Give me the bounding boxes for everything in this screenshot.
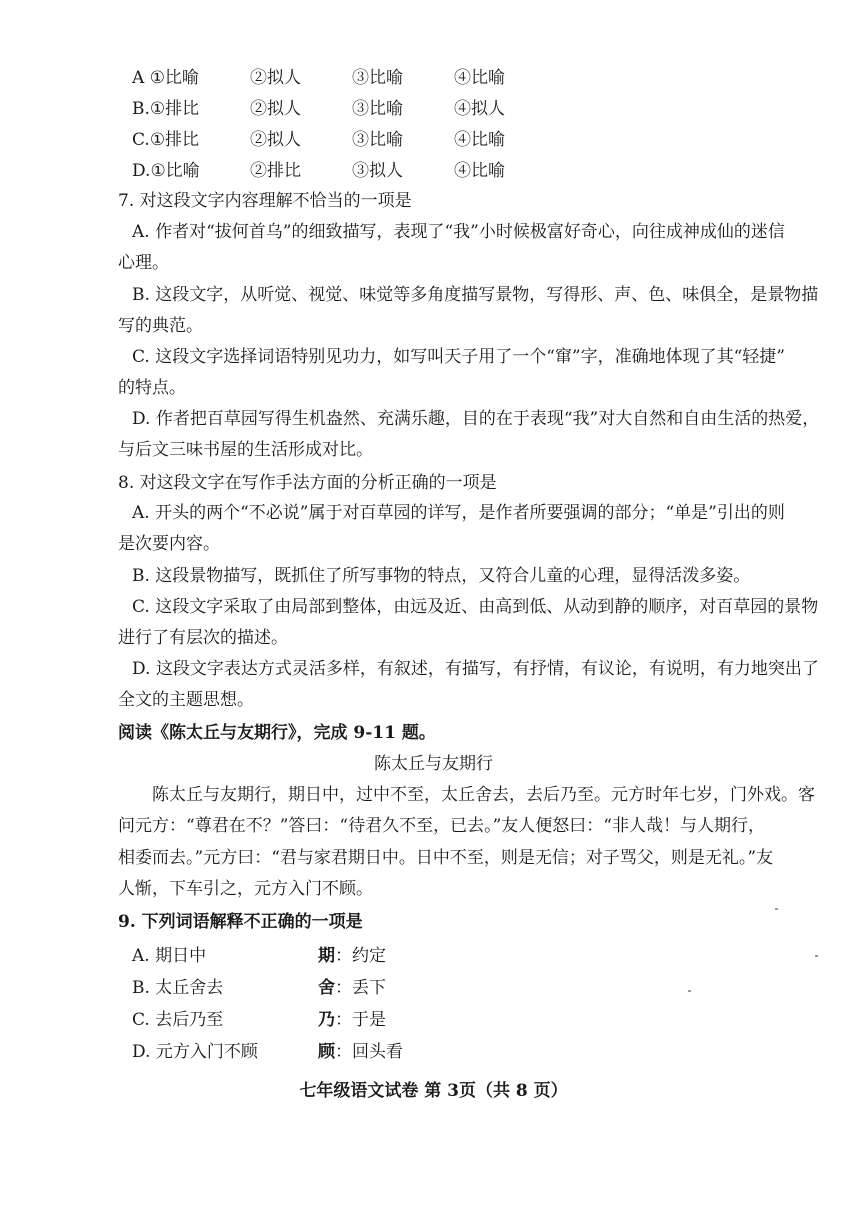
- q7-option-b-line1: B. 这段文字，从听觉、视觉、味觉等多角度描写景物，写得形、声、色、味俱全，是景物描: [132, 285, 819, 305]
- q7-stem: 7. 对这段文字内容理解不恰当的一项是: [118, 191, 412, 211]
- q7-option-b-line2: 写的典范。: [118, 316, 203, 336]
- page-footer: 七年级语文试卷 第 3页（共 8 页）: [299, 1081, 568, 1101]
- q9-option-a: [132, 941, 532, 967]
- q6-b-item-1: B.①排比: [132, 99, 200, 119]
- q6-a-item-2: ②拟人: [250, 68, 301, 88]
- passage-title: 陈太丘与友期行: [374, 754, 493, 774]
- q6-option-a: [132, 63, 552, 89]
- q6-b-item-4: ④拟人: [454, 99, 505, 119]
- q9-a-phrase: A. 期日中: [132, 946, 207, 966]
- q7-option-a-line1: A. 作者对“拔何首乌”的细致描写，表现了“我”小时候极富好奇心，向往成神成仙的迷信: [132, 222, 785, 242]
- q8-option-b-line1: B. 这段景物描写，既抓住了所写事物的特点，又符合儿童的心理，显得活泼多姿。: [132, 566, 751, 586]
- scan-speck: [688, 990, 691, 992]
- passage-line-2: 问元方：“尊君在不？”答曰：“待君久不至，已去。”友人便怒曰：“非人哉！与人期行，: [118, 816, 765, 836]
- q6-a-item-3: ③比喻: [352, 68, 403, 88]
- q9-c-explanation: 乃：于是: [318, 1010, 386, 1030]
- q8-option-a-line1: A. 开头的两个“不必说”属于对百草园的详写，是作者所要强调的部分；“单是”引出的则: [132, 503, 785, 523]
- q6-c-item-3: ③比喻: [352, 130, 403, 150]
- reading-instruction: 阅读《陈太丘与友期行》，完成 9-11 题。: [118, 723, 436, 743]
- q6-d-item-2: ②排比: [250, 161, 301, 181]
- q6-b-item-2: ②拟人: [250, 99, 301, 119]
- q9-d-explanation: 顾：回头看: [318, 1042, 403, 1062]
- passage-line-4: 人惭，下车引之，元方入门不顾。: [118, 879, 373, 899]
- q8-option-c-line1: C. 这段文字采取了由局部到整体，由远及近、由高到低、从动到静的顺序，对百草园的景物: [132, 597, 819, 617]
- q8-option-a-line2: 是次要内容。: [118, 534, 220, 554]
- q8-option-d-line1: D. 这段文字表达方式灵活多样，有叙述，有描写，有抒情，有议论，有说明，有力地突出了: [132, 659, 819, 679]
- scan-speck: [815, 955, 818, 957]
- q9-a-explanation: 期：约定: [318, 946, 386, 966]
- q6-a-item-1: A ①比喻: [132, 68, 199, 88]
- q6-c-item-4: ④比喻: [454, 130, 505, 150]
- q6-c-item-1: C.①排比: [132, 130, 200, 150]
- q6-b-item-3: ③比喻: [352, 99, 403, 119]
- q9-option-c: [132, 1005, 532, 1031]
- q9-d-phrase: D. 元方入门不顾: [132, 1042, 258, 1062]
- q7-option-d-line2: 与后文三味书屋的生活形成对比。: [118, 440, 373, 460]
- q6-option-b: [132, 94, 552, 120]
- q9-option-b: [132, 973, 532, 999]
- q6-option-c: [132, 125, 552, 151]
- passage-line-1: 陈太丘与友期行，期日中，过中不至，太丘舍去，去后乃至。元方时年七岁，门外戏。客: [152, 785, 815, 805]
- q8-stem: 8. 对这段文字在写作手法方面的分析正确的一项是: [118, 473, 497, 493]
- q9-option-d: [132, 1037, 532, 1063]
- q6-d-item-4: ④比喻: [454, 161, 505, 181]
- q6-d-item-1: D.①比喻: [132, 161, 200, 181]
- q7-option-c-line1: C. 这段文字选择词语特别见功力，如写叫天子用了一个“窜”字，准确地体现了其“轻捷”: [132, 347, 785, 367]
- q8-option-c-line2: 进行了有层次的描述。: [118, 628, 288, 648]
- q7-option-a-line2: 心理。: [118, 253, 169, 273]
- scan-speck: [775, 908, 778, 910]
- q9-b-explanation: 舍：丢下: [318, 978, 386, 998]
- passage-line-3: 相委而去。”元方曰：“君与家君期日中。日中不至，则是无信；对子骂父，则是无礼。”友: [118, 848, 774, 868]
- q9-stem: 9. 下列词语解释不正确的一项是: [118, 912, 363, 932]
- q7-option-d-line1: D. 作者把百草园写得生机盎然、充满乐趣，目的在于表现“我”对大自然和自由生活的热爱，: [132, 409, 820, 429]
- q6-c-item-2: ②拟人: [250, 130, 301, 150]
- q6-d-item-3: ③拟人: [352, 161, 403, 181]
- q9-b-phrase: B. 太丘舍去: [132, 978, 224, 998]
- q7-option-c-line2: 的特点。: [118, 378, 186, 398]
- q8-option-d-line2: 全文的主题思想。: [118, 690, 254, 710]
- q9-c-phrase: C. 去后乃至: [132, 1010, 224, 1030]
- q6-option-d: [132, 156, 552, 182]
- q6-a-item-4: ④比喻: [454, 68, 505, 88]
